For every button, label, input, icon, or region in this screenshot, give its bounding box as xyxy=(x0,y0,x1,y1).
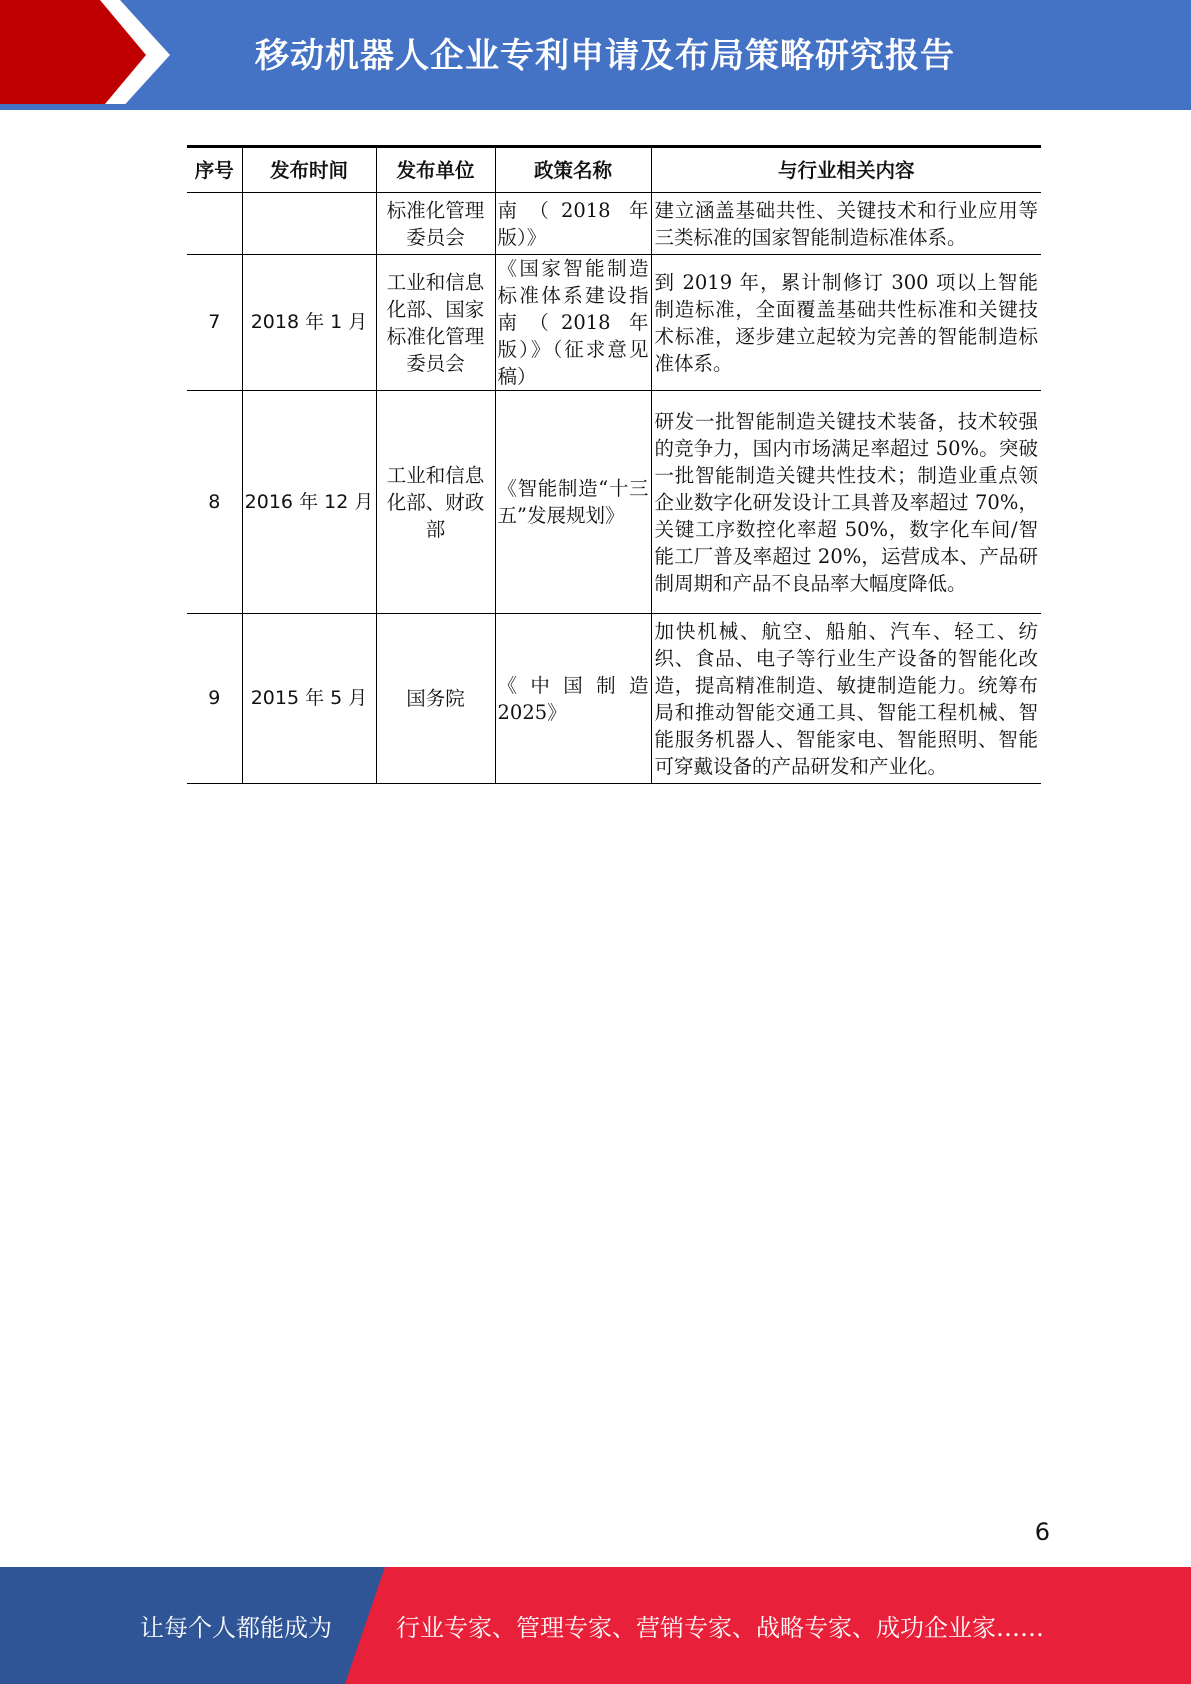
cell-date: 2016 年 12 月 xyxy=(242,391,376,614)
cell-seq: 9 xyxy=(187,614,242,784)
report-header xyxy=(0,0,1191,110)
cell-org: 工业和信息化部、财政部 xyxy=(376,391,495,614)
table-header-row xyxy=(187,147,1041,193)
policy-table xyxy=(187,145,1041,784)
column-header-org: 发布单位 xyxy=(376,147,495,193)
cell-policy-name: 《国家智能制造标准体系建设指南（2018 年版）》（征求意见稿） xyxy=(495,255,651,391)
cell-org: 工业和信息化部、国家标准化管理委员会 xyxy=(376,255,495,391)
cell-date: 2018 年 1 月 xyxy=(242,255,376,391)
table-row xyxy=(187,391,1041,614)
cell-content: 建立涵盖基础共性、关键技术和行业应用等三类标准的国家智能制造标准体系。 xyxy=(651,193,1041,255)
table-row xyxy=(187,255,1041,391)
cell-org: 国务院 xyxy=(376,614,495,784)
column-header-content: 与行业相关内容 xyxy=(651,147,1041,193)
cell-policy-name: 《智能制造“十三五”发展规划》 xyxy=(495,391,651,614)
table-row xyxy=(187,614,1041,784)
cell-policy-name: 《中国制造 2025》 xyxy=(495,614,651,784)
cell-org: 标准化管理委员会 xyxy=(376,193,495,255)
column-header-name: 政策名称 xyxy=(495,147,651,193)
column-header-date: 发布时间 xyxy=(242,147,376,193)
footer-slogan-left: 让每个人都能成为 xyxy=(140,1614,332,1642)
cell-date: 2015 年 5 月 xyxy=(242,614,376,784)
page-number: 6 xyxy=(1034,1518,1050,1546)
table-row xyxy=(187,193,1041,255)
cell-policy-name: 南（2018 年版）》 xyxy=(495,193,651,255)
cell-content: 加快机械、航空、船舶、汽车、轻工、纺织、食品、电子等行业生产设备的智能化改造，提高精准制造、敏捷制造能力。统筹布局和推动智能交通工具、智能工程机械、智能服务机器人、智能家电、智能照明、智能可穿戴设备的产品研发和产业化。 xyxy=(651,614,1041,784)
cell-content: 到 2019 年，累计制修订 300 项以上智能制造标准，全面覆盖基础共性标准和关键技术标准，逐步建立起较为完善的智能制造标准体系。 xyxy=(651,255,1041,391)
footer-slogan-right: 行业专家、管理专家、营销专家、战略专家、成功企业家…… xyxy=(396,1614,1044,1642)
cell-seq: 8 xyxy=(187,391,242,614)
column-header-seq: 序号 xyxy=(187,147,242,193)
cell-seq: 7 xyxy=(187,255,242,391)
report-title: 移动机器人企业专利申请及布局策略研究报告 xyxy=(255,35,955,76)
footer-banner xyxy=(0,1567,1191,1684)
chevron-arrow-icon xyxy=(0,0,200,110)
cell-content: 研发一批智能制造关键技术装备，技术较强的竞争力，国内市场满足率超过 50%。突破一批智能制造关键共性技术；制造业重点领企业数字化研发设计工具普及率超过 70%，关键工序数控化率超 50%，数字化车间/智能工厂普及率超过 20%，运营成本、产品研制周期和产品不良品率大幅度降低。 xyxy=(651,391,1041,614)
cell-seq xyxy=(187,193,242,255)
cell-date xyxy=(242,193,376,255)
